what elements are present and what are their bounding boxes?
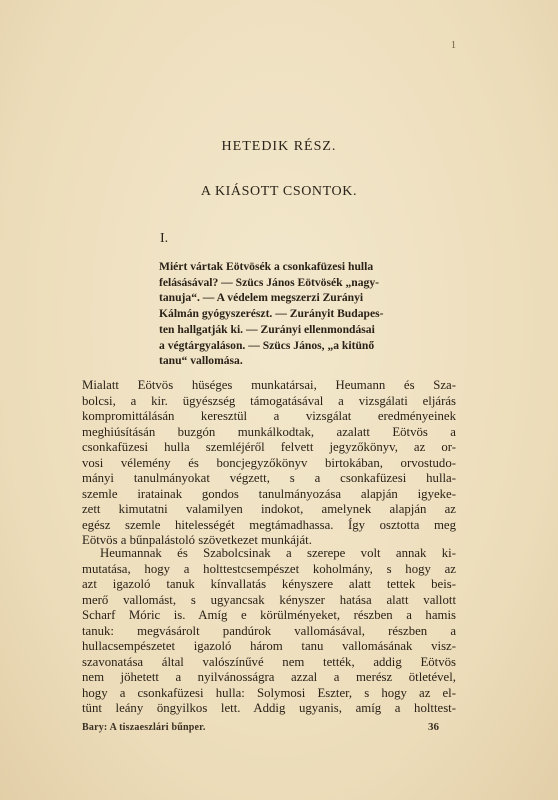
text-line: Eötvös a bűnpalástoló szövetkezet munkáját. bbox=[82, 533, 312, 548]
text-line: hogy a csonkafüzesi hulla: Solymosi Eszter, s hogy az el- bbox=[82, 685, 456, 700]
page-number: 36 bbox=[428, 721, 439, 733]
text-line: mányi tanulmányokat végzett, s a csonkafüzesi hulla- bbox=[82, 471, 456, 486]
summary-line: tanu“ vallomása. bbox=[159, 354, 243, 368]
text-line: azt igazoló tanuk kínvallatás kényszere alatt tettek beis- bbox=[82, 577, 456, 592]
text-line: zett kimutatni valamilyen indokot, amelynek alapján az bbox=[82, 502, 456, 517]
text-line: egész szemle hitelességét megtámadhassa. Így osztotta meg bbox=[82, 517, 456, 532]
text-line: Scharf Móric is. Amíg e körülményeket, részben a hamis bbox=[82, 608, 456, 623]
text-line: mutatása, hogy a holttestcsempészet koholmány, s hogy az bbox=[82, 561, 456, 576]
text-line: hullacsempészetet igazoló három tanu vallomásának visz- bbox=[82, 639, 456, 654]
chapter-summary bbox=[159, 259, 455, 369]
text-line: bolcsi, a kir. ügyészség támogatásával a vizsgálati eljárás bbox=[82, 393, 456, 408]
text-line: csonkafüzesi hulla szemléjéről felvett jegyzőkönyv, az or- bbox=[82, 440, 456, 455]
text-line: Heumannak és Szabolcsinak a szerepe volt annak ki- bbox=[100, 546, 456, 560]
paragraph-1 bbox=[82, 378, 456, 549]
text-line: nem jöhetett a nyilvánosságra azzal a merész ötletével, bbox=[82, 670, 456, 685]
part-title: HETEDIK RÉSZ. bbox=[221, 139, 337, 154]
summary-line: a végtárgyaláson. — Szücs János, „a kitünő bbox=[159, 338, 375, 352]
text-line: meghiúsításán buzgón munkálkodtak, azalatt Eötvös a bbox=[82, 424, 456, 439]
summary-line: ten hallgatják ki. — Zurányi ellenmondásai bbox=[159, 322, 375, 336]
paragraph-2 bbox=[82, 546, 456, 717]
summary-line: Kálmán gyógyszerészt. — Zurányit Budapes- bbox=[159, 307, 384, 321]
text-line: tanuk: megvásárolt pandúrok vallomásával, részben a bbox=[82, 623, 456, 638]
section-number: I. bbox=[160, 231, 169, 246]
text-line: Mialatt Eötvös hüséges munkatársai, Heumann és Sza- bbox=[82, 378, 456, 392]
text-line: szemle iratainak gondos tanulmányozása alapján igyeke- bbox=[82, 486, 456, 501]
text-line: vosi vélemény és boncjegyzőkönyv birtokában, orvostudo- bbox=[82, 455, 456, 470]
text-line: szavonatása által valószínűvé nem tették, addig Eötvös bbox=[82, 654, 456, 669]
summary-line: Miért vártak Eötvösék a csonkafüzesi hulla bbox=[159, 260, 374, 273]
text-line: tünt leány öngyilkos lett. Addig ugyanis, amíg a holttest- bbox=[82, 701, 456, 716]
text-line: merő vallomást, s ugyancsak kényszer hatása alatt vallott bbox=[82, 592, 456, 607]
summary-line: tanuja“. — A védelem megszerzi Zurányi bbox=[159, 291, 364, 305]
chapter-title: A KIÁSOTT CSONTOK. bbox=[200, 184, 358, 199]
running-footer-title: Bary: A tiszaeszlári bűnper. bbox=[82, 722, 206, 733]
summary-line: felásásával? — Szücs János Eötvösék „nagy- bbox=[159, 275, 379, 289]
page-mark: 1 bbox=[451, 40, 456, 51]
text-line: kompromittálásán keresztül a vizsgálat eredményeinek bbox=[82, 409, 456, 424]
